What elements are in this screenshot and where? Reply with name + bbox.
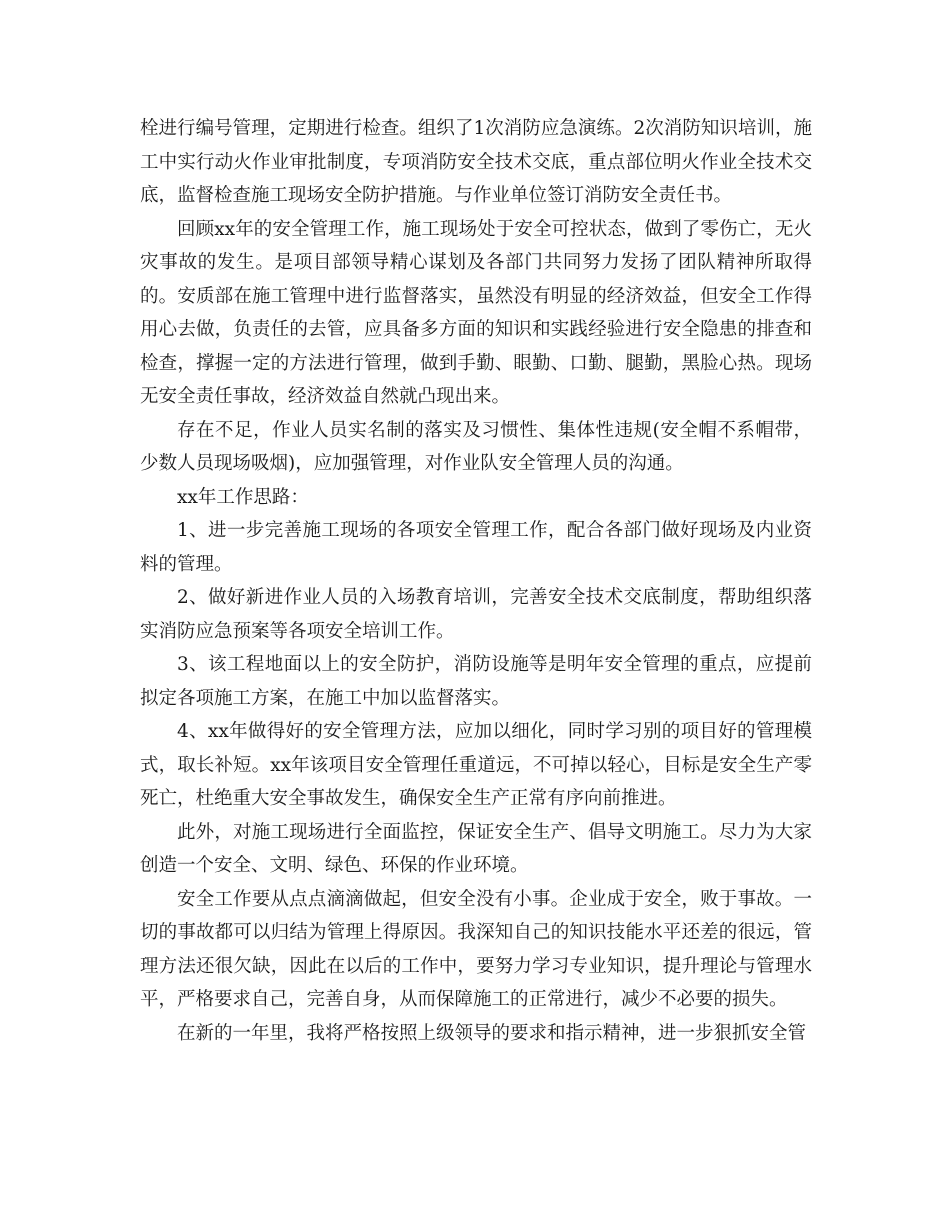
document-body [140, 112, 812, 1050]
paragraph-work-plan-heading: xx年工作思路： [177, 486, 309, 508]
paragraph-plan-item-2: 2、做好新进作业人员的入场教育培训，完善安全技术交底制度，帮助组织落实消防应急预案等各项安全培训工作。 [140, 587, 812, 642]
paragraph-safety-philosophy: 安全工作要从点点滴滴做起，但安全没有小事。企业成于安全，败于事故。一切的事故都可以归结为管理上得原因。我深知自己的知识技能水平还差的很远，管理方法还很欠缺，因此在以后的工作中，要努力学习专业知识，提升理论与管理水平，严格要求自己，完善自身，从而保障施工的正常进行，减少不必要的损失。 [140, 888, 812, 1010]
paragraph-plan-item-4: 4、xx年做得好的安全管理方法，应加以细化，同时学习别的项目好的管理模式，取长补短。xx年该项目安全管理任重道远，不可掉以轻心，目标是安全生产零死亡，杜绝重大安全事故发生，确保安全生产正常有序向前推进。 [140, 721, 812, 809]
paragraph-annual-review: 回顾xx年的安全管理工作，施工现场处于安全可控状态，做到了零伤亡，无火灾事故的发生。是项目部领导精心谋划及各部门共同努力发扬了团队精神所取得的。安质部在施工管理中进行监督落实，虽然没有明显的经济效益，但安全工作得用心去做，负责任的去管，应具备多方面的知识和实践经验进行安全隐患的排查和检查，撑握一定的方法进行管理，做到手勤、眼勤、口勤、腿勤，黑脸心热。现场无安全责任事故，经济效益自然就凸现出来。 [140, 218, 812, 407]
paragraph-shortcomings: 存在不足，作业人员实名制的落实及习惯性、集体性违规(安全帽不系帽带，少数人员现场吸烟)，应加强管理，对作业队安全管理人员的沟通。 [140, 419, 812, 474]
paragraph-fire-safety-continuation: 栓进行编号管理，定期进行检查。组织了1次消防应急演练。2次消防知识培训，施工中实行动火作业审批制度，专项消防安全技术交底，重点部位明火作业全技术交底，监督检查施工现场安全防护措施。与作业单位签订消防安全责任书。 [140, 118, 812, 206]
paragraph-plan-item-1: 1、进一步完善施工现场的各项安全管理工作，配合各部门做好现场及内业资料的管理。 [140, 520, 812, 575]
paragraph-plan-item-3: 3、该工程地面以上的安全防护，消防设施等是明年安全管理的重点，应提前拟定各项施工方案，在施工中加以监督落实。 [140, 654, 812, 709]
paragraph-new-year-commitment: 在新的一年里，我将严格按照上级领导的要求和指示精神，进一步狠抓安全管 [177, 1022, 807, 1044]
paragraph-site-monitoring: 此外，对施工现场进行全面监控，保证安全生产、倡导文明施工。尽力为大家创造一个安全、文明、绿色、环保的作业环境。 [140, 821, 812, 876]
